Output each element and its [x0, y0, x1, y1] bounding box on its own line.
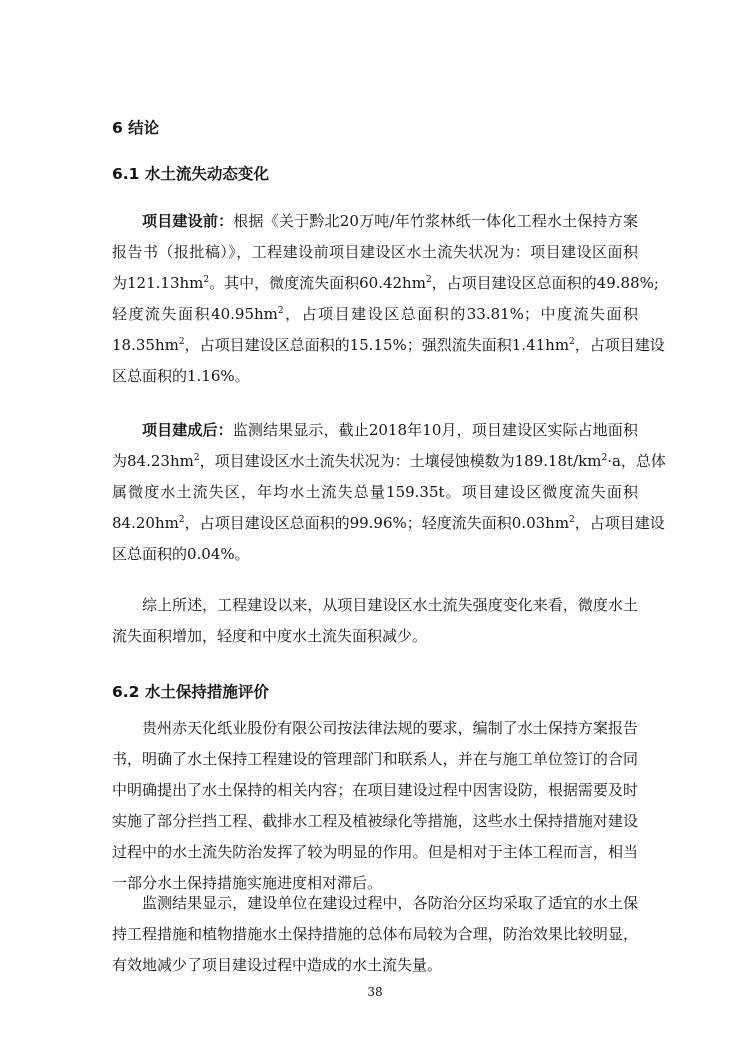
text-line: 过程中的水土流失防治发挥了较为明显的作用。但是相对于主体工程而言，相当 — [112, 843, 638, 861]
text-line: 贵州赤天化纸业股份有限公司按法律法规的要求，编制了水土保持方案报告 — [142, 719, 638, 737]
text-span: 84.20hm — [112, 514, 179, 532]
text-line: 实施了部分拦挡工程、截排水工程及植被绿化等措施，这些水土保持措施对建设 — [112, 812, 638, 830]
text-span: 18.35hm — [112, 336, 179, 354]
text-line: 监测结果显示，建设单位在建设过程中，各防治分区均采取了适宜的水土保 — [142, 894, 638, 912]
label-before: 项目建设前： — [142, 212, 234, 230]
page-number: 38 — [367, 985, 383, 999]
subsection-heading-6-2: 6.2 水土保持措施评价 — [112, 683, 269, 701]
text-span: 监测结果显示，截止2018年10月，项目建设区实际占地面积 — [232, 421, 638, 439]
text-line: 一部分水土保持措施实施进度相对滞后。 — [112, 874, 383, 892]
superscript: 2 — [203, 275, 210, 285]
text-line: 属微度水土流失区，年均水土流失总量159.35t。项目建设区微度流失面积 — [112, 483, 638, 501]
text-span: 为121.13hm — [112, 274, 204, 292]
subsection-heading-6-1: 6.1 水土流失动态变化 — [112, 165, 269, 183]
superscript: 2 — [601, 453, 608, 463]
label-after: 项目建成后： — [142, 421, 233, 439]
superscript: 2 — [193, 453, 200, 463]
text-span: 根据《关于黔北20万吨/年竹浆林纸一体化工程水土保持方案 — [233, 212, 638, 230]
text-line — [112, 272, 659, 293]
superscript: 2 — [277, 306, 284, 316]
text-line — [142, 210, 638, 231]
superscript: 2 — [178, 337, 185, 347]
text-line — [142, 419, 638, 440]
text-line — [112, 450, 666, 471]
text-span: ·a，总体 — [607, 452, 666, 470]
text-span: ，占项目建设区总面积的49.88%; — [431, 274, 659, 292]
text-span: 轻度流失面积40.95hm — [112, 305, 278, 323]
text-line: 有效地减少了项目建设过程中造成的水土流失量。 — [112, 956, 443, 974]
superscript: 2 — [178, 515, 185, 525]
text-line: 流失面积增加，轻度和中度水土流失面积减少。 — [112, 627, 428, 645]
text-line: 报告书（报批稿）》，工程建设前项目建设区水土流失状况为：项目建设区面积 — [112, 243, 638, 261]
text-span: ，项目建设区水土流失状况为：土壤侵蚀模数为189.18t/km — [199, 452, 602, 470]
text-span: 为84.23hm — [112, 452, 194, 470]
text-span: ，占项目建设区总面积的99.96%；轻度流失面积0.03hm — [184, 514, 570, 532]
text-line: 区总面积的0.04%。 — [112, 545, 250, 563]
text-line: 书，明确了水土保持工程建设的管理部门和联系人，并在与施工单位签订的合同 — [112, 750, 638, 768]
text-line — [112, 512, 665, 533]
text-line: 区总面积的1.16%。 — [112, 367, 250, 385]
superscript: 2 — [569, 337, 575, 347]
text-line — [112, 334, 665, 355]
section-heading: 6 结论 — [112, 119, 160, 137]
superscript: 2 — [425, 275, 432, 285]
text-line: 中明确提出了水土保持的相关内容；在项目建设过程中因害设防，根据需要及时 — [112, 781, 638, 799]
superscript: 2 — [569, 515, 575, 525]
text-span: ，占项目建设区总面积的33.81%；中度流失面积 — [283, 305, 638, 323]
text-line: 持工程措施和植物措施水土保持措施的总体布局较为合理，防治效果比较明显， — [112, 925, 638, 943]
text-span: ，占项目建设区总面积的15.15%；强烈流失面积1.41hm — [184, 336, 570, 354]
text-span: ，占项目建设 — [574, 514, 665, 532]
text-span: 。其中，微度流失面积60.42hm — [209, 274, 426, 292]
text-line: 综上所述，工程建设以来，从项目建设区水土流失强度变化来看，微度水土 — [142, 596, 638, 614]
text-line — [112, 303, 638, 324]
text-span: ，占项目建设 — [574, 336, 665, 354]
